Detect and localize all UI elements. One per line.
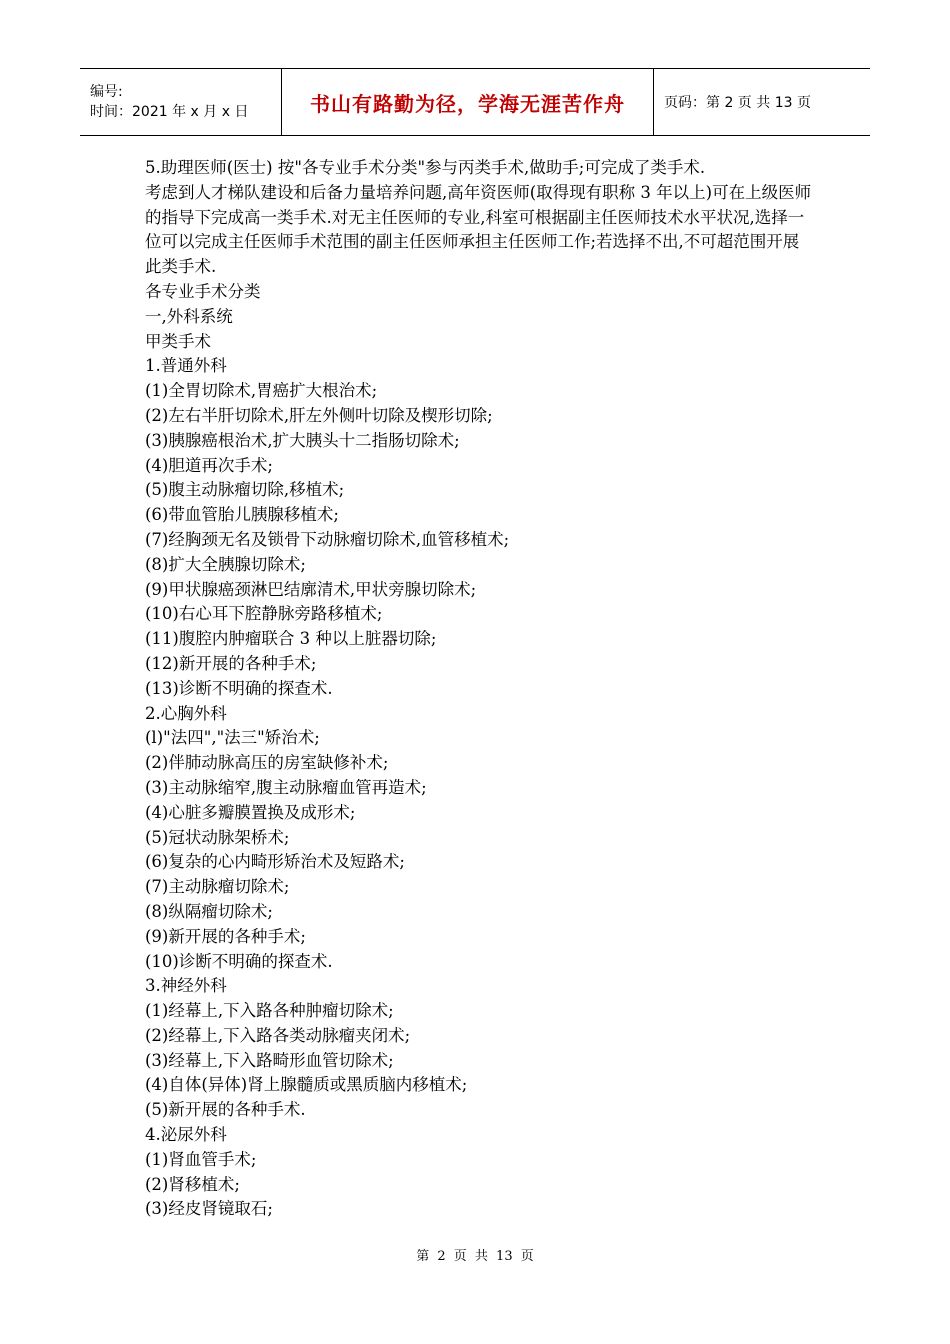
list-item: (4)胆道再次手术;	[145, 455, 273, 475]
list-item: (2)经幕上,下入路各类动脉瘤夹闭术;	[145, 1025, 411, 1045]
list-item: (7)主动脉瘤切除术;	[145, 877, 290, 897]
list-item: (9)甲状腺癌颈淋巴结廓清术,甲状旁腺切除术;	[145, 579, 477, 599]
list-item: (10)诊断不明确的探查术.	[145, 951, 333, 971]
list-item: (8)扩大全胰腺切除术;	[145, 554, 306, 574]
section-heading: 一,外科系统	[145, 306, 233, 326]
list-item: (3)经皮肾镜取石;	[145, 1199, 273, 1219]
header-motto: 书山有路勤为径，学海无涯苦作舟	[282, 69, 654, 135]
list-item: (13)诊断不明确的探查术.	[145, 678, 333, 698]
list-item: (6)带血管胎儿胰腺移植术;	[145, 505, 339, 525]
list-item: (8)纵隔瘤切除术;	[145, 901, 273, 921]
list-item: (l)"法四","法三"矫治术;	[145, 728, 320, 748]
list-item: (9)新开展的各种手术;	[145, 926, 306, 946]
list-item: (1)全胃切除术,胃癌扩大根治术;	[145, 381, 378, 401]
subsection-heading: 3.神经外科	[145, 976, 227, 996]
list-item: (1)经幕上,下入路各种肿瘤切除术;	[145, 1001, 394, 1021]
list-item: (4)心脏多瓣膜置换及成形术;	[145, 802, 356, 822]
list-item: (2)左右半肝切除术,肝左外侧叶切除及楔形切除;	[145, 405, 493, 425]
list-item: (2)伴肺动脉高压的房室缺修补术;	[145, 753, 389, 773]
list-item: (5)新开展的各种手术.	[145, 1100, 306, 1120]
body-paragraph: 考虑到人才梯队建设和后备力量培养问题,高年资医师(取得现有职称 3 年以上)可在上级医师的指导下完成高一类手术.对无主任医师的专业,科室可根据副主任医师技术水平状况,选择一位可以完成主任医师手术范围的副主任医师承担主任医师工作;若选择不出,不可超范围开展此类手术.	[145, 182, 812, 277]
section-heading: 甲类手术	[145, 331, 211, 351]
list-item: (7)经胸颈无名及锁骨下动脉瘤切除术,血管移植术;	[145, 529, 510, 549]
list-item: (3)主动脉缩窄,腹主动脉瘤血管再造术;	[145, 777, 427, 797]
subsection-heading: 1.普通外科	[145, 356, 227, 376]
list-item: (12)新开展的各种手术;	[145, 653, 317, 673]
document-date: 时间：2021 年 x 月 x 日	[90, 104, 249, 120]
list-item: (6)复杂的心内畸形矫治术及短路术;	[145, 852, 405, 872]
body-line: 5.助理医师(医士) 按"各专业手术分类"参与丙类手术,做助手;可完成了类手术.	[145, 158, 706, 177]
list-item: (3)胰腺癌根治术,扩大胰头十二指肠切除术;	[145, 430, 460, 450]
list-item: (5)腹主动脉瘤切除,移植术;	[145, 480, 345, 500]
document-body	[145, 156, 815, 1222]
page-footer: 第 2 页 共 13 页	[416, 1249, 534, 1264]
section-heading: 各专业手术分类	[145, 281, 261, 301]
list-item: (5)冠状动脉架桥术;	[145, 827, 290, 847]
page-header	[80, 68, 870, 136]
header-page-number: 页码：第 2 页 共 13 页	[664, 95, 811, 111]
list-item: (1)肾血管手术;	[145, 1149, 257, 1169]
subsection-heading: 2.心胸外科	[145, 703, 227, 723]
list-item: (10)右心耳下腔静脉旁路移植术;	[145, 604, 383, 624]
list-item: (11)腹腔内肿瘤联合 3 种以上脏器切除;	[145, 629, 437, 649]
subsection-heading: 4.泌尿外科	[145, 1125, 227, 1145]
document-number-label: 编号:	[90, 84, 123, 100]
list-item: (3)经幕上,下入路畸形血管切除术;	[145, 1050, 394, 1070]
list-item: (2)肾移植术;	[145, 1174, 240, 1194]
header-meta	[80, 69, 282, 135]
list-item: (4)自体(异体)肾上腺髓质或黑质脑内移植术;	[145, 1075, 468, 1095]
